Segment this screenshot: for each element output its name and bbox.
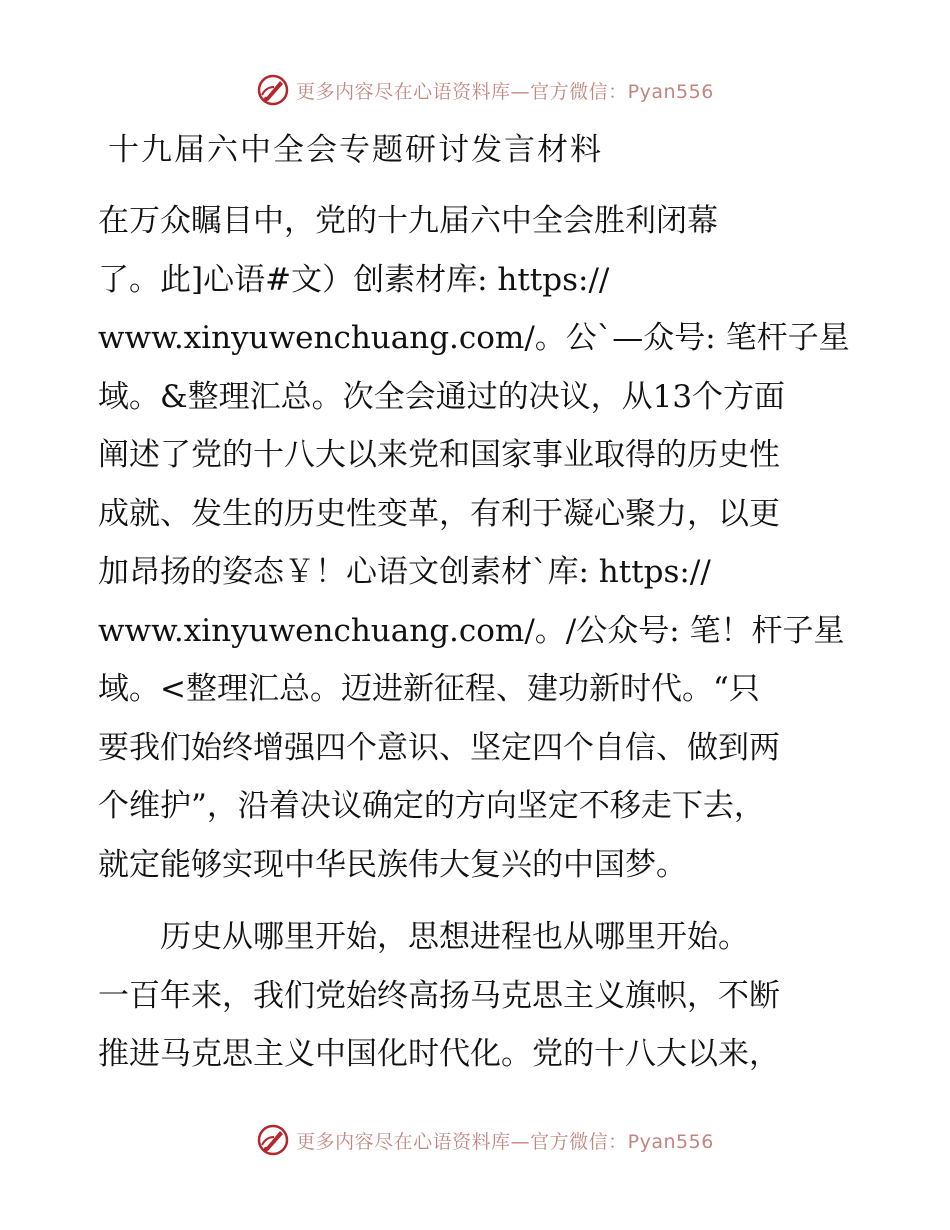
paragraph-line: 就定能够实现中华民族伟大复兴的中国梦。 [98,846,687,883]
footer-watermark-content [256,1123,714,1157]
paragraph-line: 个维护”，沿着决议确定的方向坚定不移走下去， [98,788,765,824]
paragraph-line: 域。&整理汇总。次全会通过的决议，从13个方面 [98,378,786,415]
paragraph-line: 要我们始终增强四个意识、坚定四个自信、做到两 [98,729,780,766]
paragraph-line: 推进马克思主义中国化时代化。党的十八大以来， [98,1036,780,1072]
header-watermark-banner [0,70,950,110]
paragraph-line: 历史从哪里开始，思想进程也从哪里开始。 [98,919,749,955]
paragraph-line: www.xinyuwenchuang.com/。公`—众号: 笔杆子星 [98,320,850,356]
paragraph-line: 加昂扬的姿态￥！心语文创素材`库: https:// [98,554,711,590]
header-watermark-content [256,73,714,107]
wechat-id: Pyan556 [627,80,714,103]
paragraph-line: 成就、发生的历史性变革，有利于凝心聚力，以更 [98,495,780,532]
document-title: 十九届六中全会专题研讨发言材料 [108,132,603,168]
paragraph-line: 一百年来，我们党始终高扬马克思主义旗帜，不断 [98,977,780,1014]
watermark-text: 更多内容尽在心语资料库—官方微信：Pyan556 [296,80,714,103]
paragraph-line: 了。此]心语#文）创素材库: https:// [98,261,610,298]
paragraph-line: www.xinyuwenchuang.com/。/公众号: 笔！杆子星 [98,612,845,649]
quill-pen-logo-icon [256,1123,290,1157]
footer-watermark-banner [0,1120,950,1160]
paragraph-2 [98,908,858,1084]
paragraph-line: 域。<整理汇总。迈进新征程、建功新时代。“只 [98,671,760,707]
paragraph-1 [98,192,858,894]
paragraph-line: 阐述了党的十八大以来党和国家事业取得的历史性 [98,437,780,473]
quill-pen-logo-icon [256,73,290,107]
watermark-text: 更多内容尽在心语资料库—官方微信：Pyan556 [296,1130,714,1153]
paragraph-line: 在万众瞩目中，党的十九届六中全会胜利闭幕 [98,203,718,239]
wechat-id: Pyan556 [627,1130,714,1153]
